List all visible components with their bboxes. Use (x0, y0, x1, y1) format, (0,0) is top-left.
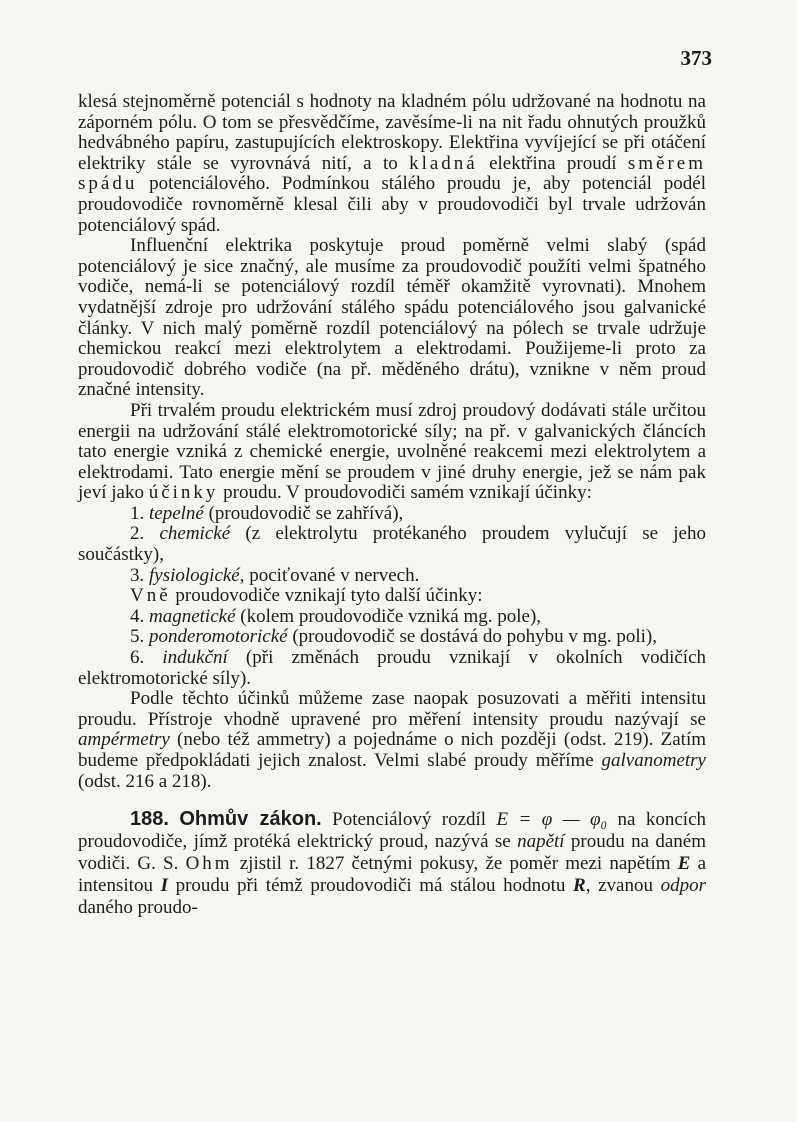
item-text: (proudovodič se zahřívá), (203, 502, 404, 524)
symbol-R: R (573, 875, 586, 897)
section-number: 188. (130, 808, 169, 831)
list-item (78, 504, 706, 525)
item-number: 2. (130, 523, 160, 545)
body-text (78, 92, 706, 919)
text-run: na koncích proudovodiče, jímž protéká elektrický proud, nazývá se (78, 809, 706, 853)
text-run: elektřina proudí (477, 152, 628, 174)
list-item (78, 566, 706, 587)
spaced-term: Ohm (185, 853, 233, 875)
item-term: ponderomotorické (149, 626, 288, 648)
text-run: zjistil r. 1827 četnými pokusy, že poměr mezi napětím (232, 853, 678, 875)
item-term: indukční (162, 647, 228, 669)
text-run: (nebo též ammetry) a pojednáme o nich později (odst. 219). Zatím budeme předpokládati jejich znalost. Velmi slabé proudy měříme (78, 729, 706, 771)
list-item (78, 524, 706, 565)
list-item (78, 627, 706, 648)
paragraph-4 (78, 689, 706, 792)
page-number: 373 (680, 46, 712, 70)
italic-term: napětí (517, 831, 565, 853)
text-run: Potenciálový rozdíl (321, 809, 497, 831)
text-run: proudu při témž proudovodiči má stálou hodnotu (167, 875, 574, 897)
item-number: 6. (130, 647, 163, 669)
item-text: (kolem proudovodiče vzniká mg. pole), (235, 605, 542, 627)
italic-term: galvanometry (601, 750, 706, 771)
text-run: (odst. 216 a 218). (78, 770, 212, 792)
item-number: 3. (130, 564, 149, 586)
text-run: Podle těchto účinků můžeme zase naopak posuzovati a měřiti intensitu proudu. Přístroje vhodně upravené pro měření intensity proudu nazývají se (78, 688, 706, 730)
text-run: proudovodiče vznikají tyto další účinky: (170, 585, 483, 607)
paragraph-3 (78, 401, 706, 504)
text-run: , zvanou (585, 875, 661, 897)
symbol-I: I (160, 875, 168, 897)
symbol-E: E (677, 853, 691, 875)
spaced-term: směrem spádu (78, 152, 706, 195)
section-188 (78, 808, 706, 919)
paragraph-2: Influenční elektrika poskytuje proud poměrně velmi slabý (spád potenciálový je sice značný, ale musíme za proudovodič použíti velmi špatného vodiče, nemá-li se potenciálový rozdíl téměř okamžitě vyrovnati). Mnohem vydatnější zdroje pro udržování stálého spádu potenciálového jsou galvanické články. V nich malý poměrně rozdíl potenciálový na pólech se trvale udržuje chemickou reakcí mezi elektrolytem a elektrodami. Použijeme-li proto za proudovodič dobrého vodiče (na př. měděného drátu), vznikne v něm proud značné intensity. (78, 235, 706, 401)
italic-term: ampérmetry (78, 729, 170, 751)
paragraph-vne (78, 586, 706, 607)
item-text: , pociťované v nervech. (239, 564, 420, 586)
item-text: (při změnách proudu vznikají v okolních vodičích elektromotorické síly). (78, 647, 707, 689)
item-term: tepelné (149, 502, 204, 524)
item-term: fysiologické (149, 564, 240, 586)
text-run: daného proudo- (78, 897, 198, 919)
item-number: 1. (130, 502, 149, 524)
item-number: 5. (130, 626, 149, 648)
text-run: proudu. V proudovodiči samém vznikají účinky: (218, 482, 592, 504)
item-text: (proudovodič se dostává do pohybu v mg. poli), (287, 626, 658, 648)
text-run: Při trvalém proudu elektrickém musí zdroj proudový dodávati stále určitou energii na udržování stálé elektromotorické síly; na př. v galvanických článcích tato energie vzniká z chemické energie, uvolněné reakcemi mezi elektrolytem a elektrodami. Tato energie mění se proudem v jiné druhy energie, jež se nám pak jeví jako (78, 399, 706, 504)
paragraph-1 (78, 92, 706, 236)
spaced-term: účinky (148, 482, 219, 504)
text-run: potenciálového. Podmínkou stálého proudu je, aby potenciál podél proudovodiče rovnoměrně klesal čili aby v proudovodiči byl trvale udržován potenciálový spád. (78, 173, 706, 236)
list-item (78, 648, 706, 689)
text-run: a intensitou (78, 853, 706, 897)
item-text: (z elektrolytu protékaného proudem vylučují se jeho součástky), (78, 523, 706, 566)
list-item (78, 607, 706, 628)
text-run: klesá stejnoměrně potenciál s hodnoty na kladném pólu udržované na hodnotu na záporném pólu. O tom se přesvědčíme, zavěsíme-li na nit řadu ohnutých proužků hedvábného papíru, zastupujících elektroskopy. Elektřina vyvíjející se při otáčení elektriky stále se vyrovnává nití, a to (78, 91, 706, 174)
section-title: Ohmův zákon. (179, 808, 322, 831)
item-term: magnetické (149, 605, 236, 627)
italic-term: odpor (660, 875, 706, 897)
item-term: chemické (159, 523, 231, 545)
item-number: 4. (130, 605, 149, 627)
text-run: proudu na daném vodiči. G. S. (78, 831, 707, 875)
spaced-term: kladná (409, 152, 478, 174)
spaced-term: Vně (130, 585, 171, 607)
formula: E = φ — φ₀ (496, 809, 608, 831)
